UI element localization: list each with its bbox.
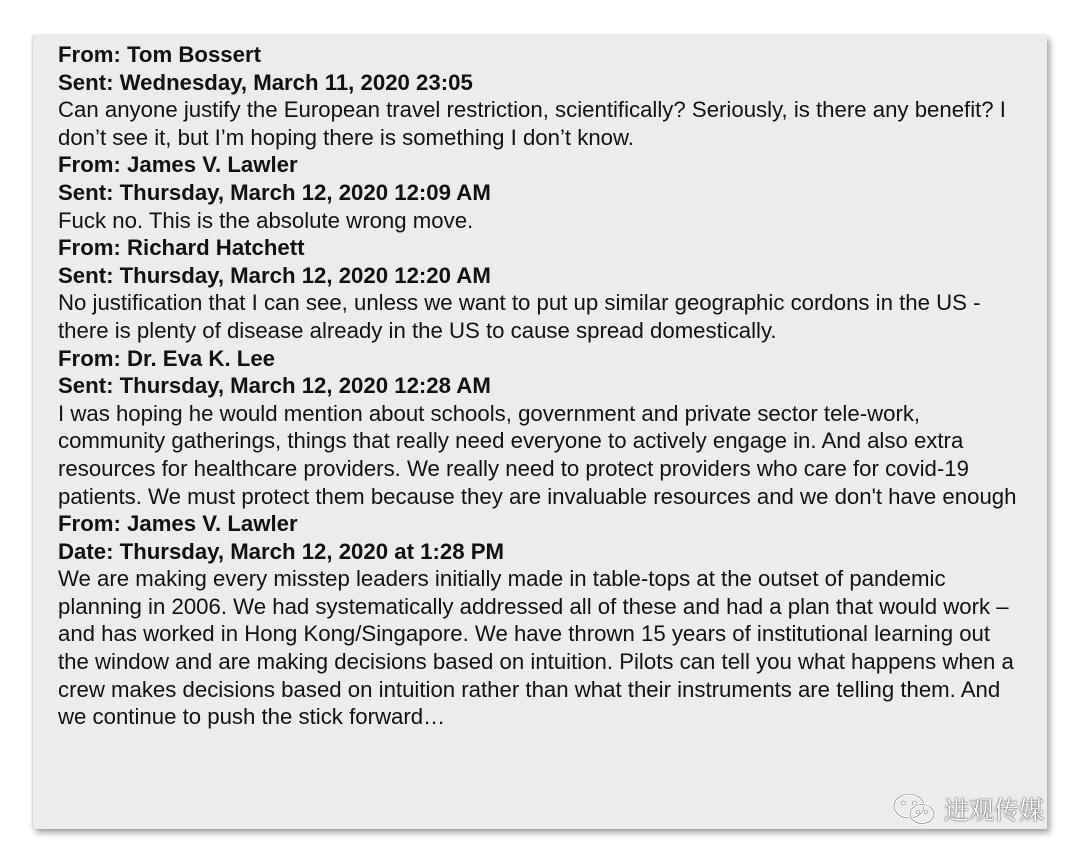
sent-line: Sent: Thursday, March 12, 2020 12:28 AM	[58, 373, 491, 399]
sender-line: From: Richard Hatchett	[58, 235, 305, 261]
message-body: Can anyone justify the European travel restriction, scientifically? Seriously, is there any benefit? I don’t see it, but I’m hoping there is something I don’t know.	[58, 97, 1006, 150]
sender-line: From: James V. Lawler	[58, 152, 298, 178]
email-message	[58, 345, 1027, 511]
sent-line: Sent: Wednesday, March 11, 2020 23:05	[58, 69, 473, 95]
sent-line: Sent: Thursday, March 12, 2020 12:09 AM	[58, 179, 491, 205]
sender-line: From: Dr. Eva K. Lee	[58, 345, 276, 371]
sender-line: From: Tom Bossert	[58, 42, 261, 67]
watermark	[892, 791, 1044, 827]
email-message	[58, 234, 1027, 344]
message-body: I was hoping he would mention about schools, government and private sector tele-work, community gatherings, things that really need everyone to actively engage in. And also extra resources for healthcare providers. We really need to protect providers who care for covid-19 patients. We must protect them because they are invaluable resources and we don't have enough	[58, 400, 1017, 509]
watermark-text: 进观传媒	[943, 796, 1044, 825]
message-body: Fuck no. This is the absolute wrong move.	[58, 207, 474, 233]
email-message	[58, 510, 1027, 731]
email-thread	[33, 35, 1047, 829]
sent-line: Sent: Thursday, March 12, 2020 12:20 AM	[58, 262, 491, 288]
sender-line: From: James V. Lawler	[58, 511, 298, 537]
email-message	[58, 151, 1027, 234]
sent-line: Date: Thursday, March 12, 2020 at 1:28 PM	[58, 538, 504, 564]
message-body: We are making every misstep leaders initially made in table-tops at the outset of pandemic planning in 2006. We had systematically addressed all of these and had a plan that would work – and has worked in Hong Kong/Singapore. We have thrown 15 years of institutional learning out the window and are making decisions based on intuition. Pilots can tell you what happens when a crew makes decisions based on intuition rather than what their instruments are telling them. And we continue to push the stick forward…	[58, 566, 1014, 730]
message-body: No justification that I can see, unless we want to put up similar geographic cordons in the US - there is plenty of disease already in the US to cause spread domestically.	[58, 290, 981, 343]
wechat-icon	[892, 792, 936, 826]
email-message	[58, 41, 1027, 151]
